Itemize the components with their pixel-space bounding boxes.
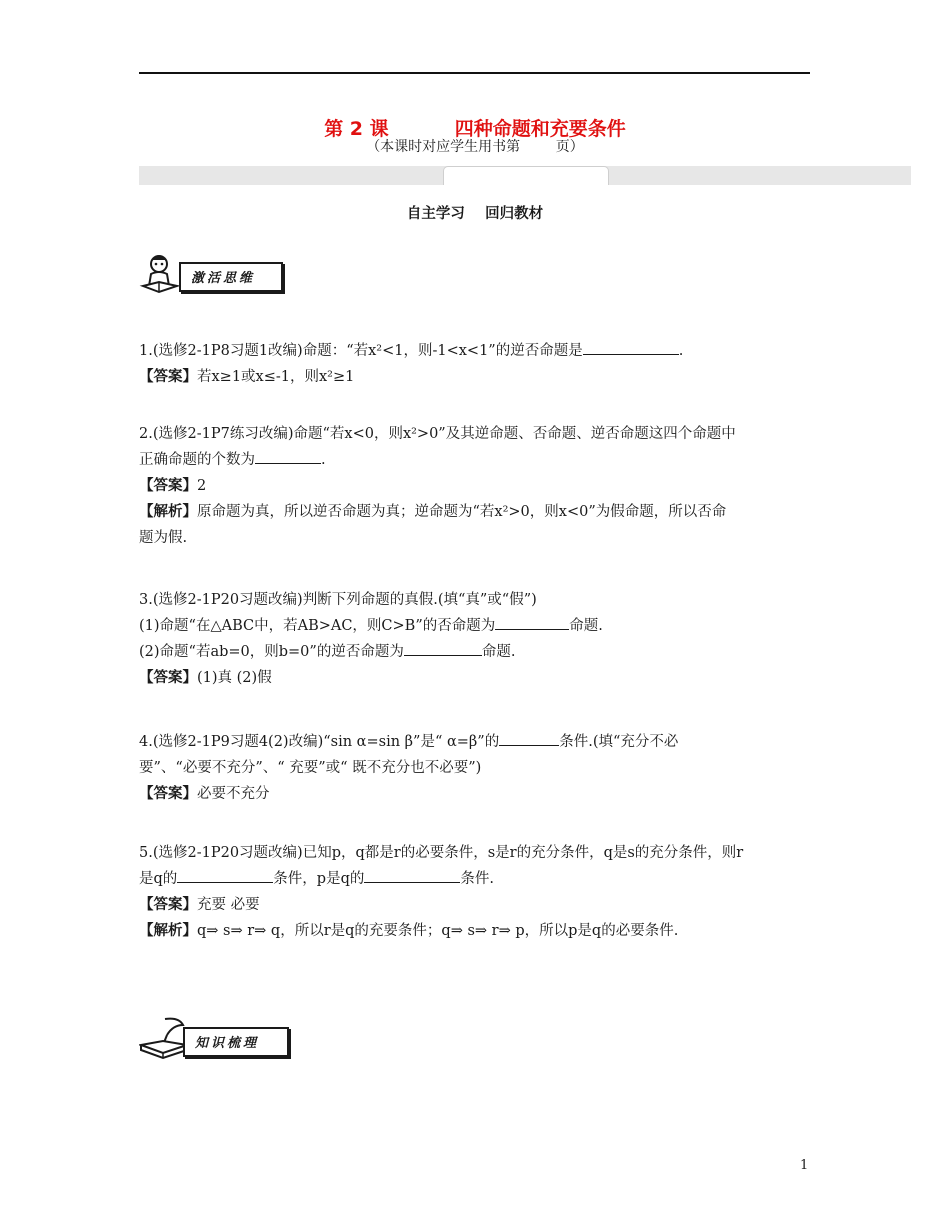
question-2-line-1: 2.(选修2-1P7练习改编)命题“若x<0，则x²>0”及其逆命题、否命题、逆否命题这四个命题中 (139, 426, 736, 442)
section-title: 自主学习 回归教材 (406, 206, 544, 222)
answer-label: 【答案】 (139, 369, 197, 385)
question-4-line-1-end: 条件.(填“充分不必 (559, 734, 679, 750)
question-5-line-2-mid: 条件，p是q的 (273, 871, 365, 887)
answer-blank (583, 340, 679, 355)
header-tab (443, 166, 609, 185)
question-5-line-2: 是q的 (139, 871, 178, 887)
question-1 (139, 338, 814, 390)
page-number: 1 (800, 1158, 809, 1173)
answer-label: 【答案】 (139, 670, 197, 686)
question-1-end: . (678, 343, 684, 359)
question-5-line-2-end: 条件. (460, 871, 494, 887)
question-3-part-2-end: 命题. (481, 644, 516, 660)
question-3-part-1: (1)命题“在△ABC中，若AB>AC，则C>B”的否命题为 (139, 618, 496, 634)
question-3-part-2: (2)命题“若ab=0，则b=0”的逆否命题为 (139, 644, 404, 660)
analysis-line-2: 题为假. (139, 530, 188, 546)
answer-label: 【答案】 (139, 786, 197, 802)
answer-blank (404, 641, 482, 656)
question-5 (139, 840, 814, 944)
answer-blank (499, 731, 559, 746)
answer-blank (255, 449, 321, 464)
answer-text: 若x≥1或x≤-1，则x²≥1 (197, 369, 355, 385)
analysis-line-1: 原命题为真，所以逆否命题为真；逆命题为“若x²>0，则x<0”为假命题，所以否命 (197, 504, 727, 520)
question-4 (139, 729, 814, 807)
question-3-part-1-end: 命题. (569, 618, 603, 634)
question-2-line-2: 正确命题的个数为 (139, 452, 255, 468)
answer-text: (1)真 (2)假 (197, 670, 272, 686)
reading-person-icon (139, 252, 183, 296)
answer-label: 【答案】 (139, 897, 197, 913)
knowledge-review-badge (139, 1015, 294, 1061)
answer-text: 2 (197, 478, 207, 494)
top-rule (139, 72, 810, 74)
answer-blank (364, 868, 460, 883)
book-quill-icon (139, 1015, 189, 1061)
question-3 (139, 587, 814, 691)
question-4-line-1: 4.(选修2-1P9习题4(2)改编)“sin α=sin β”是“ α=β”的 (139, 734, 500, 750)
answer-blank (177, 868, 273, 883)
activate-thinking-badge (139, 252, 289, 294)
lesson-title: 第 2 课 四种命题和充要条件 (324, 118, 626, 140)
question-5-line-1: 5.(选修2-1P20习题改编)已知p，q都是r的必要条件，s是r的充分条件，q是s的充分条件，则r (139, 845, 744, 861)
question-2-end: . (321, 452, 326, 468)
question-3-line-1: 3.(选修2-1P20习题改编)判断下列命题的真假.(填“真”或“假”) (139, 592, 537, 608)
analysis-label: 【解析】 (139, 923, 197, 939)
question-4-line-2: 要”、“必要不充分”、“ 充要”或“ 既不充分也不必要”) (139, 760, 482, 776)
lesson-subtitle: （本课时对应学生用书第 页） (366, 139, 584, 155)
analysis-label: 【解析】 (139, 504, 197, 520)
question-1-text: 1.(选修2-1P8习题1改编)命题：“若x²<1，则-1<x<1”的逆否命题是 (139, 343, 583, 359)
answer-blank (495, 615, 569, 630)
activate-thinking-label: 激活思维 (191, 271, 256, 286)
question-2 (139, 421, 814, 551)
knowledge-review-label: 知识梳理 (195, 1036, 260, 1051)
analysis-line-1: q⇒ s⇒ r⇒ q，所以r是q的充要条件；q⇒ s⇒ r⇒ p，所以p是q的必要条件. (197, 923, 679, 939)
answer-text: 必要不充分 (197, 786, 270, 802)
answer-text: 充要 必要 (197, 897, 260, 913)
answer-label: 【答案】 (139, 478, 197, 494)
